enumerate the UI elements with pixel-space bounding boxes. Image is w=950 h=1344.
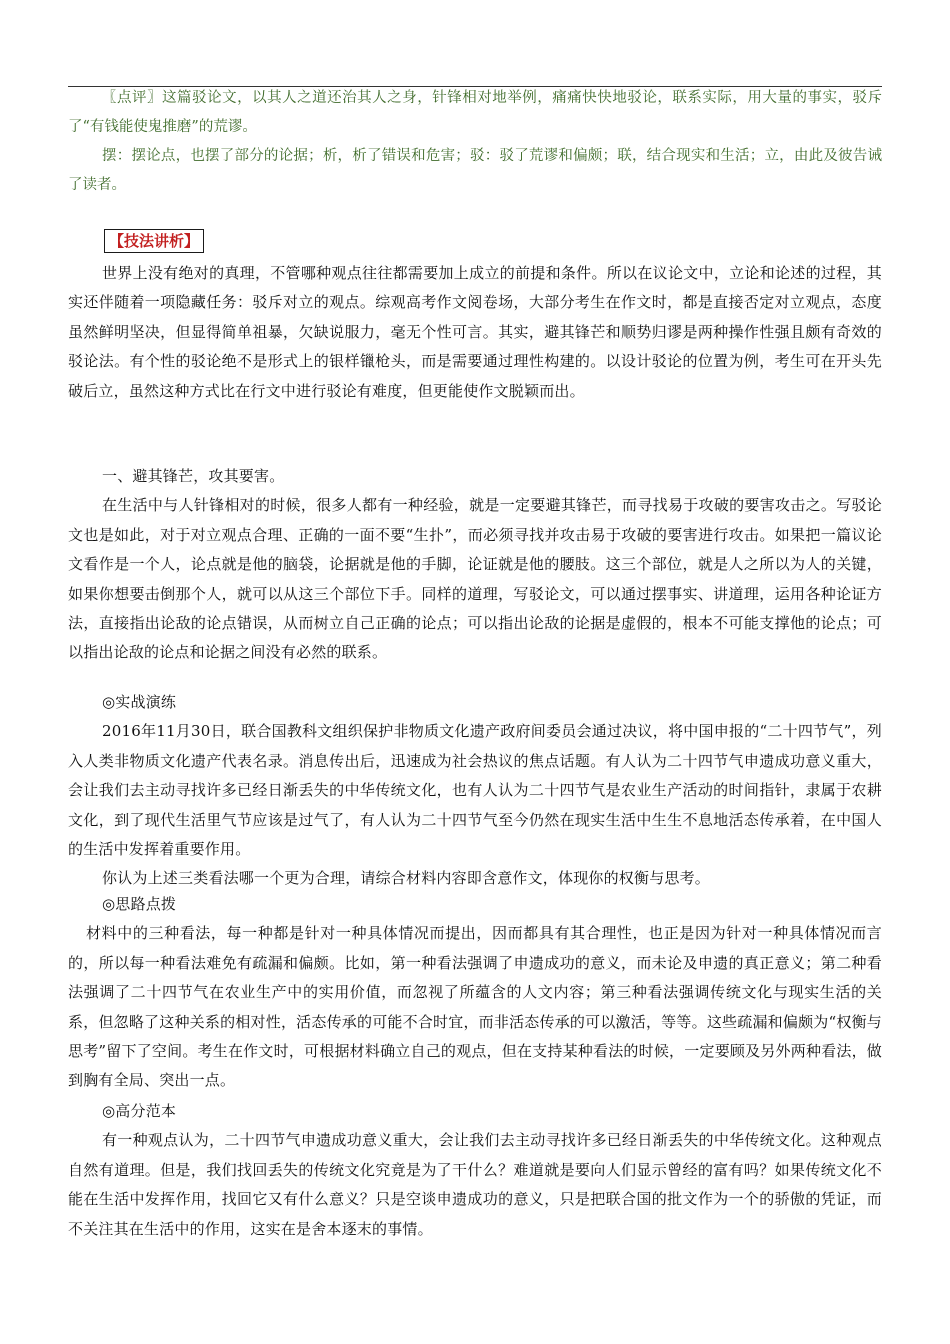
practice-material: 2016年11月30日，联合国教科文组织保护非物质文化遗产政府间委员会通过决议，将中国申报的“二十四节气”，列入人类非物质文化遗产代表名录。消息传出后，迅速成为社会热议的焦点话题。有人认为二十四节气申遗成功意义重大，会让我们去主动寻找许多已经日渐丢失的中华传统文化，也有人认为二十四节气是农业生产活动的时间指针，隶属于农耕文化，到了现代生活里气节应该是过气了，有人认为二十四节气至今仍然在现实生活中生生不息地活态传承着，在中国人的生活中发挥着重要作用。	[68, 722, 882, 859]
practice-label: ◎实战演练	[102, 693, 177, 711]
comment-paragraph: 〖点评〗这篇驳论文，以其人之道还治其人之身，针锋相对地举例，痛痛快快地驳论，联系实际，用大量的事实，驳斥了“有钱能使鬼推磨”的荒谬。	[68, 90, 882, 135]
technique-section	[68, 229, 882, 406]
technique-heading: 【技法讲析】	[104, 229, 204, 253]
summary-paragraph: 摆：摆论点，也摆了部分的论据；析，析了错误和危害；驳：驳了荒谬和偏颇；联，结合现实和生活；立，由此及彼告诫了读者。	[68, 148, 882, 193]
ideas-section	[68, 890, 882, 1096]
method-section	[68, 462, 882, 668]
method-body: 在生活中与人针锋相对的时候，很多人都有一种经验，就是一定要避其锋芒，而寻找易于攻破的要害攻击之。写驳论文也是如此，对于对立观点合理、正确的一面不要“生扑”，而必须寻找并攻击易于攻破的要害进行攻击。如果把一篇议论文看作是一个人，论点就是他的脑袋，论据就是他的手脚，论证就是他的腰肢。这三个部位，就是人之所以为人的关键，如果你想要击倒那个人，就可以从这三个部位下手。同样的道理，写驳论文，可以通过摆事实、讲道理，运用各种论证方法，直接指出论敌的论点错误，从而树立自己正确的论点；可以指出论敌的论据是虚假的，根本不可能支撑他的论点；可以指出论敌的论点和论据之间没有必然的联系。	[68, 496, 882, 662]
sample-section	[68, 1097, 882, 1244]
technique-body: 世界上没有绝对的真理，不管哪种观点往往都需要加上成立的前提和条件。所以在议论文中，立论和论述的过程，其实还伴随着一项隐藏任务：驳斥对立的观点。综观高考作文阅卷场，大部分考生在作文时，都是直接否定对立观点，态度虽然鲜明坚决，但显得简单祖暴，欠缺说服力，毫无个性可言。其实，避其锋芒和顺势归谬是两种操作性强且颇有奇效的驳论法。有个性的驳论绝不是形式上的银样镴枪头，而是需要通过理性构建的。以设计驳论的位置为例，考生可在开头先破后立，虽然这种方式比在行文中进行驳论有难度，但更能使作文脱颖而出。	[68, 264, 882, 400]
sample-body: 有一种观点认为，二十四节气申遗成功意义重大，会让我们去主动寻找许多已经日渐丢失的中华传统文化。这种观点自然有道理。但是，我们找回丢失的传统文化究竟是为了干什么？难道就是要向人们显示曾经的富有吗？如果传统文化不能在生活中发挥作用，找回它又有什么意义？只是空谈申遗成功的意义，只是把联合国的批文作为一个的骄傲的凭证，而不关注其在生活中的作用，这实在是舍本逐末的事情。	[68, 1131, 882, 1238]
method-title: 一、避其锋芒，攻其要害。	[102, 467, 285, 485]
sample-label: ◎高分范本	[102, 1102, 177, 1120]
comment-block	[68, 84, 882, 200]
practice-section	[68, 688, 882, 894]
practice-task: 你认为上述三类看法哪一个更为合理，请综合材料内容即含意作文，体现你的权衡与思考。	[102, 869, 711, 888]
ideas-label: ◎思路点拨	[102, 895, 177, 913]
ideas-body: 材料中的三种看法，每一种都是针对一种具体情况而提出，因而都具有其合理性，也正是因为针对一种具体情况而言的，所以每一种看法难免有疏漏和偏颇。比如，第一种看法强调了申遗成功的意义，而未论及申遗的真正意义；第二种看法强调了二十四节气在农业生产中的实用价值，而忽视了所蕴含的人文内容；第三种看法强调传统文化与现实生活的关系，但忽略了这种关系的相对性，活态传承的可能不合时宜，而非活态传承的可以激活，等等。这些疏漏和偏颇为“权衡与思考”留下了空间。考生在作文时，可根据材料确立自己的观点，但在支持某种看法的时候，一定要顾及另外两种看法，做到胸有全局、突出一点。	[68, 924, 882, 1090]
